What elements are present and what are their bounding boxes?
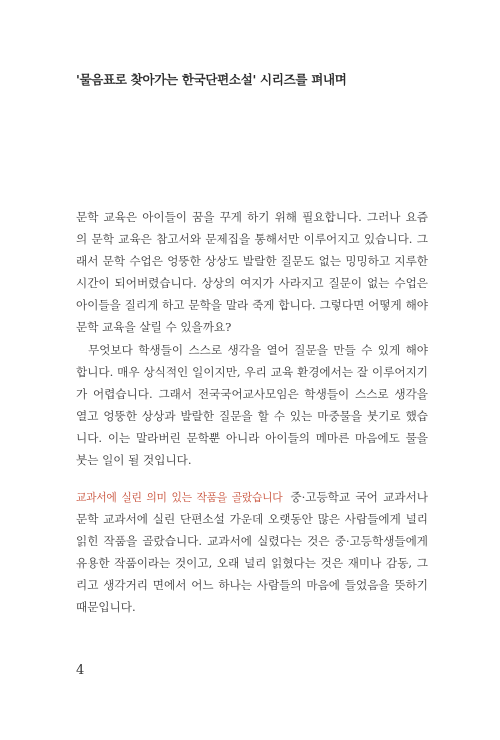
text-line: 문학 교육을 살릴 수 있을까요? <box>76 320 232 334</box>
text-line: 래서 문학 수업은 엉뚱한 상상도 발랄한 질문도 없는 밍밍하고 지루한 <box>76 254 428 268</box>
text-line: 리고 생각거리 면에서 어느 하나는 사람들의 마음에 들었음을 뜻하기 <box>76 578 428 592</box>
text-line: 시간이 되어버렸습니다. 상상의 여지가 사라지고 질문이 없는 수업은 <box>76 276 428 290</box>
paragraph-3 <box>76 486 428 618</box>
text-line-rest: 중·고등학교 국어 교과서나 <box>290 490 428 504</box>
text-line: 유용한 작품이라는 것이고, 오래 널리 읽혔다는 것은 재미나 감동, 그 <box>76 556 428 570</box>
text-line: 문학 교과서에 실린 단편소설 가운데 오랫동안 많은 사람들에게 널리 <box>76 512 428 526</box>
page-number: 4 <box>76 663 85 678</box>
text-line: 때문입니다. <box>76 600 136 614</box>
text-line: 의 문학 교육은 참고서와 문제집을 통해서만 이루어지고 있습니다. 그 <box>76 232 428 246</box>
text-line: 아이들을 질리게 하고 문학을 말라 죽게 합니다. 그렇다면 어떻게 해야 <box>76 298 428 312</box>
text-line: 무엇보다 학생들이 스스로 생각을 열어 질문을 만들 수 있게 해야 <box>88 343 428 357</box>
text-line: 가 어렵습니다. 그래서 전국국어교사모임은 학생들이 스스로 생각을 <box>76 387 428 401</box>
text-line: 읽힌 작품을 골랐습니다. 교과서에 실렸다는 것은 중·고등학생들에게 <box>76 534 428 548</box>
text-line: 합니다. 매우 상식적인 일이지만, 우리 교육 환경에서는 잘 이루어지기 <box>76 365 428 379</box>
page-heading: '물음표로 찾아가는 한국단편소설' 시리즈를 펴내며 <box>76 72 347 87</box>
paragraph-2 <box>76 339 428 471</box>
text-line: 붓는 일이 될 것입니다. <box>76 453 192 467</box>
paragraph-1 <box>76 206 428 338</box>
section-lead-heading: 교과서에 실린 의미 있는 작품을 골랐습니다 <box>76 491 283 504</box>
text-line: 니다. 이는 말라버린 문학뿐 아니라 아이들의 메마른 마음에도 물을 <box>76 431 428 445</box>
text-line: 문학 교육은 아이들이 꿈을 꾸게 하기 위해 필요합니다. 그러나 요즘 <box>76 210 428 224</box>
text-line: 열고 엉뚱한 상상과 발랄한 질문을 할 수 있는 마중물을 붓기로 했습 <box>76 409 428 423</box>
text-line <box>76 486 428 508</box>
